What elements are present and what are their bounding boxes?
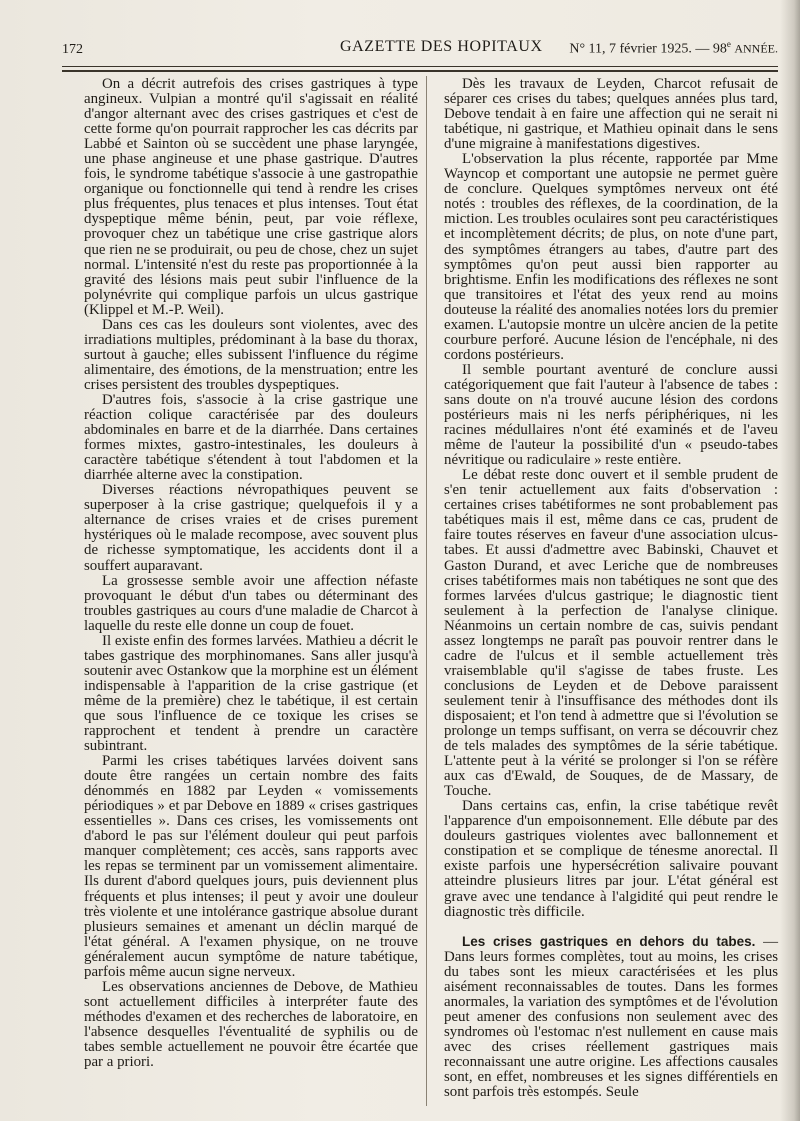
paragraph: La grossesse semble avoir une affection néfaste provoquant le début d'un tabes ou déterminant des troubles gastriques au cours d'une maladie de Charcot à laquelle du reste elle donne un coup de fouet. (84, 572, 418, 634)
paragraph: L'observation la plus récente, rapportée par Mme Wayncop et comportant une autopsie ne permet guère de conclure. Quelques symptômes nerveux ont été notés : troubles des réflexes, de la coordination, de la miction. Les troubles oculaires sont peu caractéristiques et incomplètement décrits; de plus, on note d'une part, des symptômes étrangers au tabes, d'autre part des symptômes qu'on peut aussi bien rapporter au brightisme. Enfin les modifications des réflexes ne sont que transitoires et l'état des yeux rend au moins douteuse la réalité des anomalies notées lors du premier examen. L'autopsie montre un ulcère ancien de la petite courbure perforé. Aucune lésion de l'encéphale, ni des cordons postérieurs. (444, 151, 778, 363)
right-column (444, 77, 778, 1100)
column-divider (426, 76, 427, 1106)
journal-title: GAZETTE DES HOPITAUX (340, 38, 543, 55)
subsection-heading: Les crises gastriques en dehors du tabes. (462, 933, 756, 949)
paragraph: Les observations anciennes de Debove, de Mathieu sont actuellement difficiles à interpréter faute des méthodes d'examen et des recherches de laboratoire, en l'absence desquelles l'éventualité de syphilis ou de tabes semble actuellement ne pouvoir être écartée que par a priori. (84, 978, 418, 1071)
paragraph: Dans ces cas les douleurs sont violentes, avec des irradiations multiples, prédominant à la base du thorax, surtout à gauche; elles subissent l'influence du régime alimentaire, des émotions, de la menstruation; entre les crises persistent des troubles dyspeptiques. (84, 316, 418, 393)
subsection-paragraph (444, 934, 778, 1101)
header-rule-thin (62, 66, 778, 67)
issue-info (569, 39, 778, 58)
paragraph: Parmi les crises tabétiques larvées doivent sans doute être rangées un certain nombre des faits dénommés en 1882 par Leyden « vomissements périodiques » et par Debove en 1889 « crises gastriques essentielles ». Dans ces crises, les vomissements ont d'abord le pas sur l'élément douleur qui peut parfois manquer complètement; ces accès, sans rapports avec les repas se terminent par un vomissement alimentaire. Ils durent d'abord quelques jours, puis deviennent plus fréquents et plus intenses; il peut y avoir une douleur très violente et une intolérance gastrique absolue durant plusieurs semaines et amenant un déclin marqué de l'état général. A l'examen physique, on ne trouve généralement aucun symptôme de nature tabétique, parfois même aucun signe nerveux. (84, 753, 418, 980)
header-rule-thick (62, 70, 778, 72)
paragraph: Il existe enfin des formes larvées. Mathieu a décrit le tabes gastrique des morphinomanes. Sans aller jusqu'à soutenir avec Ostankow que la morphine est un élément indispensable à l'apparition de la crise gastrique (et même de la première) chez le tabétique, il est certain que sous l'influence de ce toxique les crises se rapprochent et tendent à prendre un caractère subintrant. (84, 632, 418, 755)
running-header (62, 36, 778, 62)
paragraph: Le débat reste donc ouvert et il semble prudent de s'en tenir actuellement aux faits d'observation : certaines crises tabétiformes ne sont probablement pas tabétiques mais il est, même dans ce cas, prudent de faire toutes réserves en faveur d'une association ulcus-tabes. Et aussi d'admettre avec Babinski, Chauvet et Gaston Durand, et avec Leriche que de nombreuses crises tabétiformes mais non tabétiques ne sont que des formes larvées d'ulcus gastrique; le diagnostic tient seulement à la perfection de l'analyse clinique. Néanmoins un certain nombre de cas, suivis pendant assez longtemps ne paraît pas pouvoir rentrer dans le cadre de l'ulcus et il semble actuellement très vraisemblable qu'il s'agisse de tabes fruste. Les conclusions de Leyden et de Debove paraissent seulement tenir à l'insuffisance des méthodes dont ils disposaient; et l'on tend à admettre que si l'évolution se prolonge un temps suffisant, on verra se découvrir chez de tels malades des symptômes de la série tabétique. L'attente peut à la vérité se prolonger si l'on se réfère aux cas d'Ewald, de Souques, de de Massary, de Touche. (444, 467, 778, 800)
paragraph: Diverses réactions névropathiques peuvent se superposer à la crise gastrique; quelquefois il y a alternance de crises vraies et de crises purement hystériques où le malade recompose, avec souvent plus de richesse symptomatique, les accidents dont il a souffert auparavant. (84, 482, 418, 574)
paragraph: Il semble pourtant aventuré de conclure aussi catégoriquement que fait l'auteur à l'absence de tabes : sans doute on n'a trouvé aucune lésion des cordons postérieurs mais ni les nerfs périphériques, ni les racines médullaires n'ont été examinés et de l'aveu même de l'auteur la possibilité d'un « pseudo-tabes névritique ou radiculaire » reste entière. (444, 361, 778, 469)
paragraph: On a décrit autrefois des crises gastriques à type angineux. Vulpian a montré qu'il s'agissait en réalité d'angor alternant avec des crises gastriques et c'est de cette forme qu'on pourrait rapprocher les cas décrits par Labbé et Sainton où se succèdent une phase laryngée, une phase angineuse et une phase gastrique. D'autres fois, le syndrome tabétique s'associe à une gastropathie organique ou fonctionnelle qui tend à rendre les crises plus fréquentes, plus tenaces et plus intenses. Tout état dyspeptique même bénin, peut, par voie réflexe, provoquer chez un tabétique une crise gastrique alors que rien ne se produirait, ou peu de chose, chez un sujet normal. L'intensité n'est du reste pas proportionnée à la gravité des lésions mais peut subir l'influence de la polynévrite qui complique parfois un ulcus gastrique (Klippel et M.-P. Weil). (84, 76, 418, 318)
paragraph: D'autres fois, s'associe à la crise gastrique une réaction colique caractérisée par des douleurs abdominales en barre et de la diarrhée. Dans certaines formes mixtes, gastro-intestinales, les douleurs à caractère tabétique s'étendent à tout l'abdomen et la diarrhée alterne avec la constipation. (84, 391, 418, 484)
page-edge-shadow (780, 0, 800, 1121)
left-column (84, 77, 418, 1070)
issue-date: N° 11, 7 février 1925. — 98 (569, 41, 727, 57)
paragraph: Dans certains cas, enfin, la crise tabétique revêt l'apparence d'un empoisonnement. Elle débute par des douleurs gastriques violentes avec ballonnement et constipation et se complique de ténesme anorectal. Il existe parfois une hypersécrétion salivaire pouvant atteindre plusieurs litres par jour. L'état général est grave avec une tendance à l'algidité qui peut rendre le diagnostic très difficile. (444, 798, 778, 920)
subsection-text: — Dans leurs formes complètes, tout au moins, les crises du tabes sont les mieux caractérisées et les plus aisément reconnaissables de toutes. Dans les formes anormales, la variation des symptômes et de l'évolution peut amener des confusions non seulement avec des syndromes où l'estomac n'est nullement en cause mais avec des crises réellement gastriques mais reconnaissant une autre origine. Les affections causales sont, en effet, nombreuses et les signes différentiels en sont parfois très estompés. Seule (444, 933, 778, 1101)
issue-year-label: ANNÉE. (734, 41, 778, 56)
paragraph: Dès les travaux de Leyden, Charcot refusait de séparer ces crises du tabes; quelques années plus tard, Debove tendait à en faire une affection qui ne serait ni tabétique, ni gastrique, et Mathieu opinait dans le sens d'une migraine à manifestations digestives. (444, 76, 778, 153)
issue-ordinal-suffix: e (726, 39, 731, 49)
page-number: 172 (62, 42, 83, 57)
